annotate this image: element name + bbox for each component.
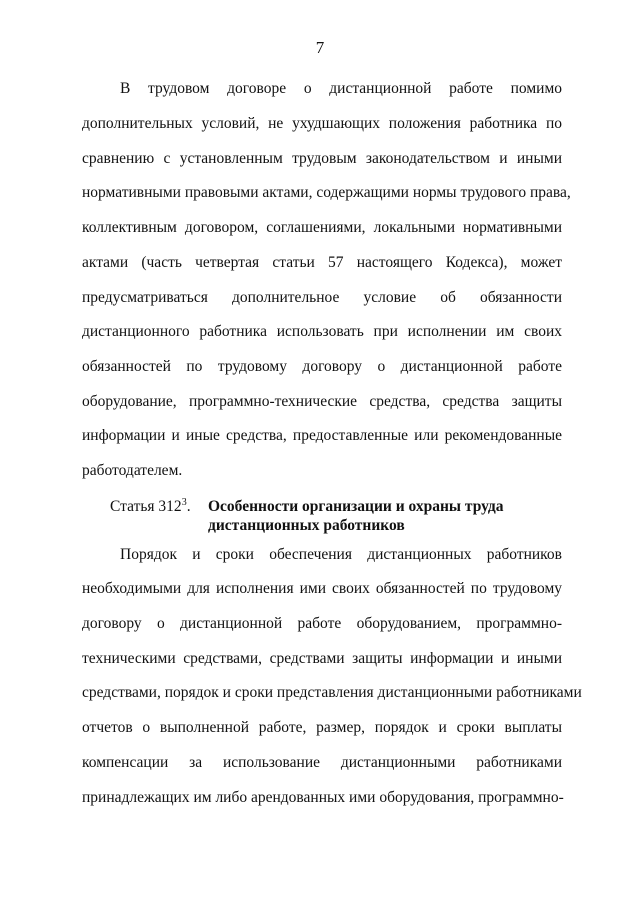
paragraph-line: принадлежащих им либо арендованных ими оборудования, программно- — [82, 789, 564, 806]
paragraph-line: необходимыми для исполнения ими своих обязанностей по трудовому — [82, 580, 562, 597]
paragraph-line: актами (часть четвертая статьи 57 настоящего Кодекса), может — [82, 254, 562, 271]
paragraph-line: коллективным договором, соглашениями, локальными нормативными — [82, 219, 562, 236]
paragraph-line: средствами, порядок и сроки представления дистанционными работниками — [82, 684, 582, 701]
paragraph-line: сравнению с установленным трудовым законодательством и иными — [82, 150, 562, 167]
article-title-line-2: дистанционных работников — [208, 517, 405, 534]
article-title-line-1: Особенности организации и охраны труда — [208, 498, 504, 515]
paragraph-line: В трудовом договоре о дистанционной работе помимо — [120, 80, 562, 97]
article-label: Статья $312^3$. — [110, 497, 191, 515]
paragraph-line: оборудование, программно-технические средства, средства защиты — [82, 393, 562, 410]
paragraph-line: работодателем. — [82, 462, 183, 479]
article-heading — [110, 493, 580, 535]
page-number: 7 — [315, 38, 325, 57]
paragraph-line: договору о дистанционной работе оборудованием, программно- — [82, 615, 562, 632]
paragraph-line: отчетов о выполненной работе, размер, порядок и сроки выплаты — [82, 719, 562, 736]
paragraph-line: техническими средствами, средствами защиты информации и иными — [82, 650, 562, 667]
paragraph-line: предусматриваться дополнительное условие об обязанности — [82, 289, 562, 306]
paragraph-line: нормативными правовыми актами, содержащими нормы трудового права, — [82, 184, 571, 201]
paragraph-line: Порядок и сроки обеспечения дистанционных работников — [120, 546, 562, 563]
paragraph-line: компенсации за использование дистанционными работниками — [82, 754, 562, 771]
paragraph-line: информации и иные средства, предоставленные или рекомендованные — [82, 427, 562, 444]
paragraph-line: дополнительных условий, не ухудшающих положения работника по — [82, 115, 562, 132]
paragraph-line: обязанностей по трудовому договору о дистанционной работе — [82, 358, 562, 375]
article-superscript: 3 — [181, 497, 187, 508]
paragraph-line: дистанционного работника использовать при исполнении им своих — [82, 323, 562, 340]
